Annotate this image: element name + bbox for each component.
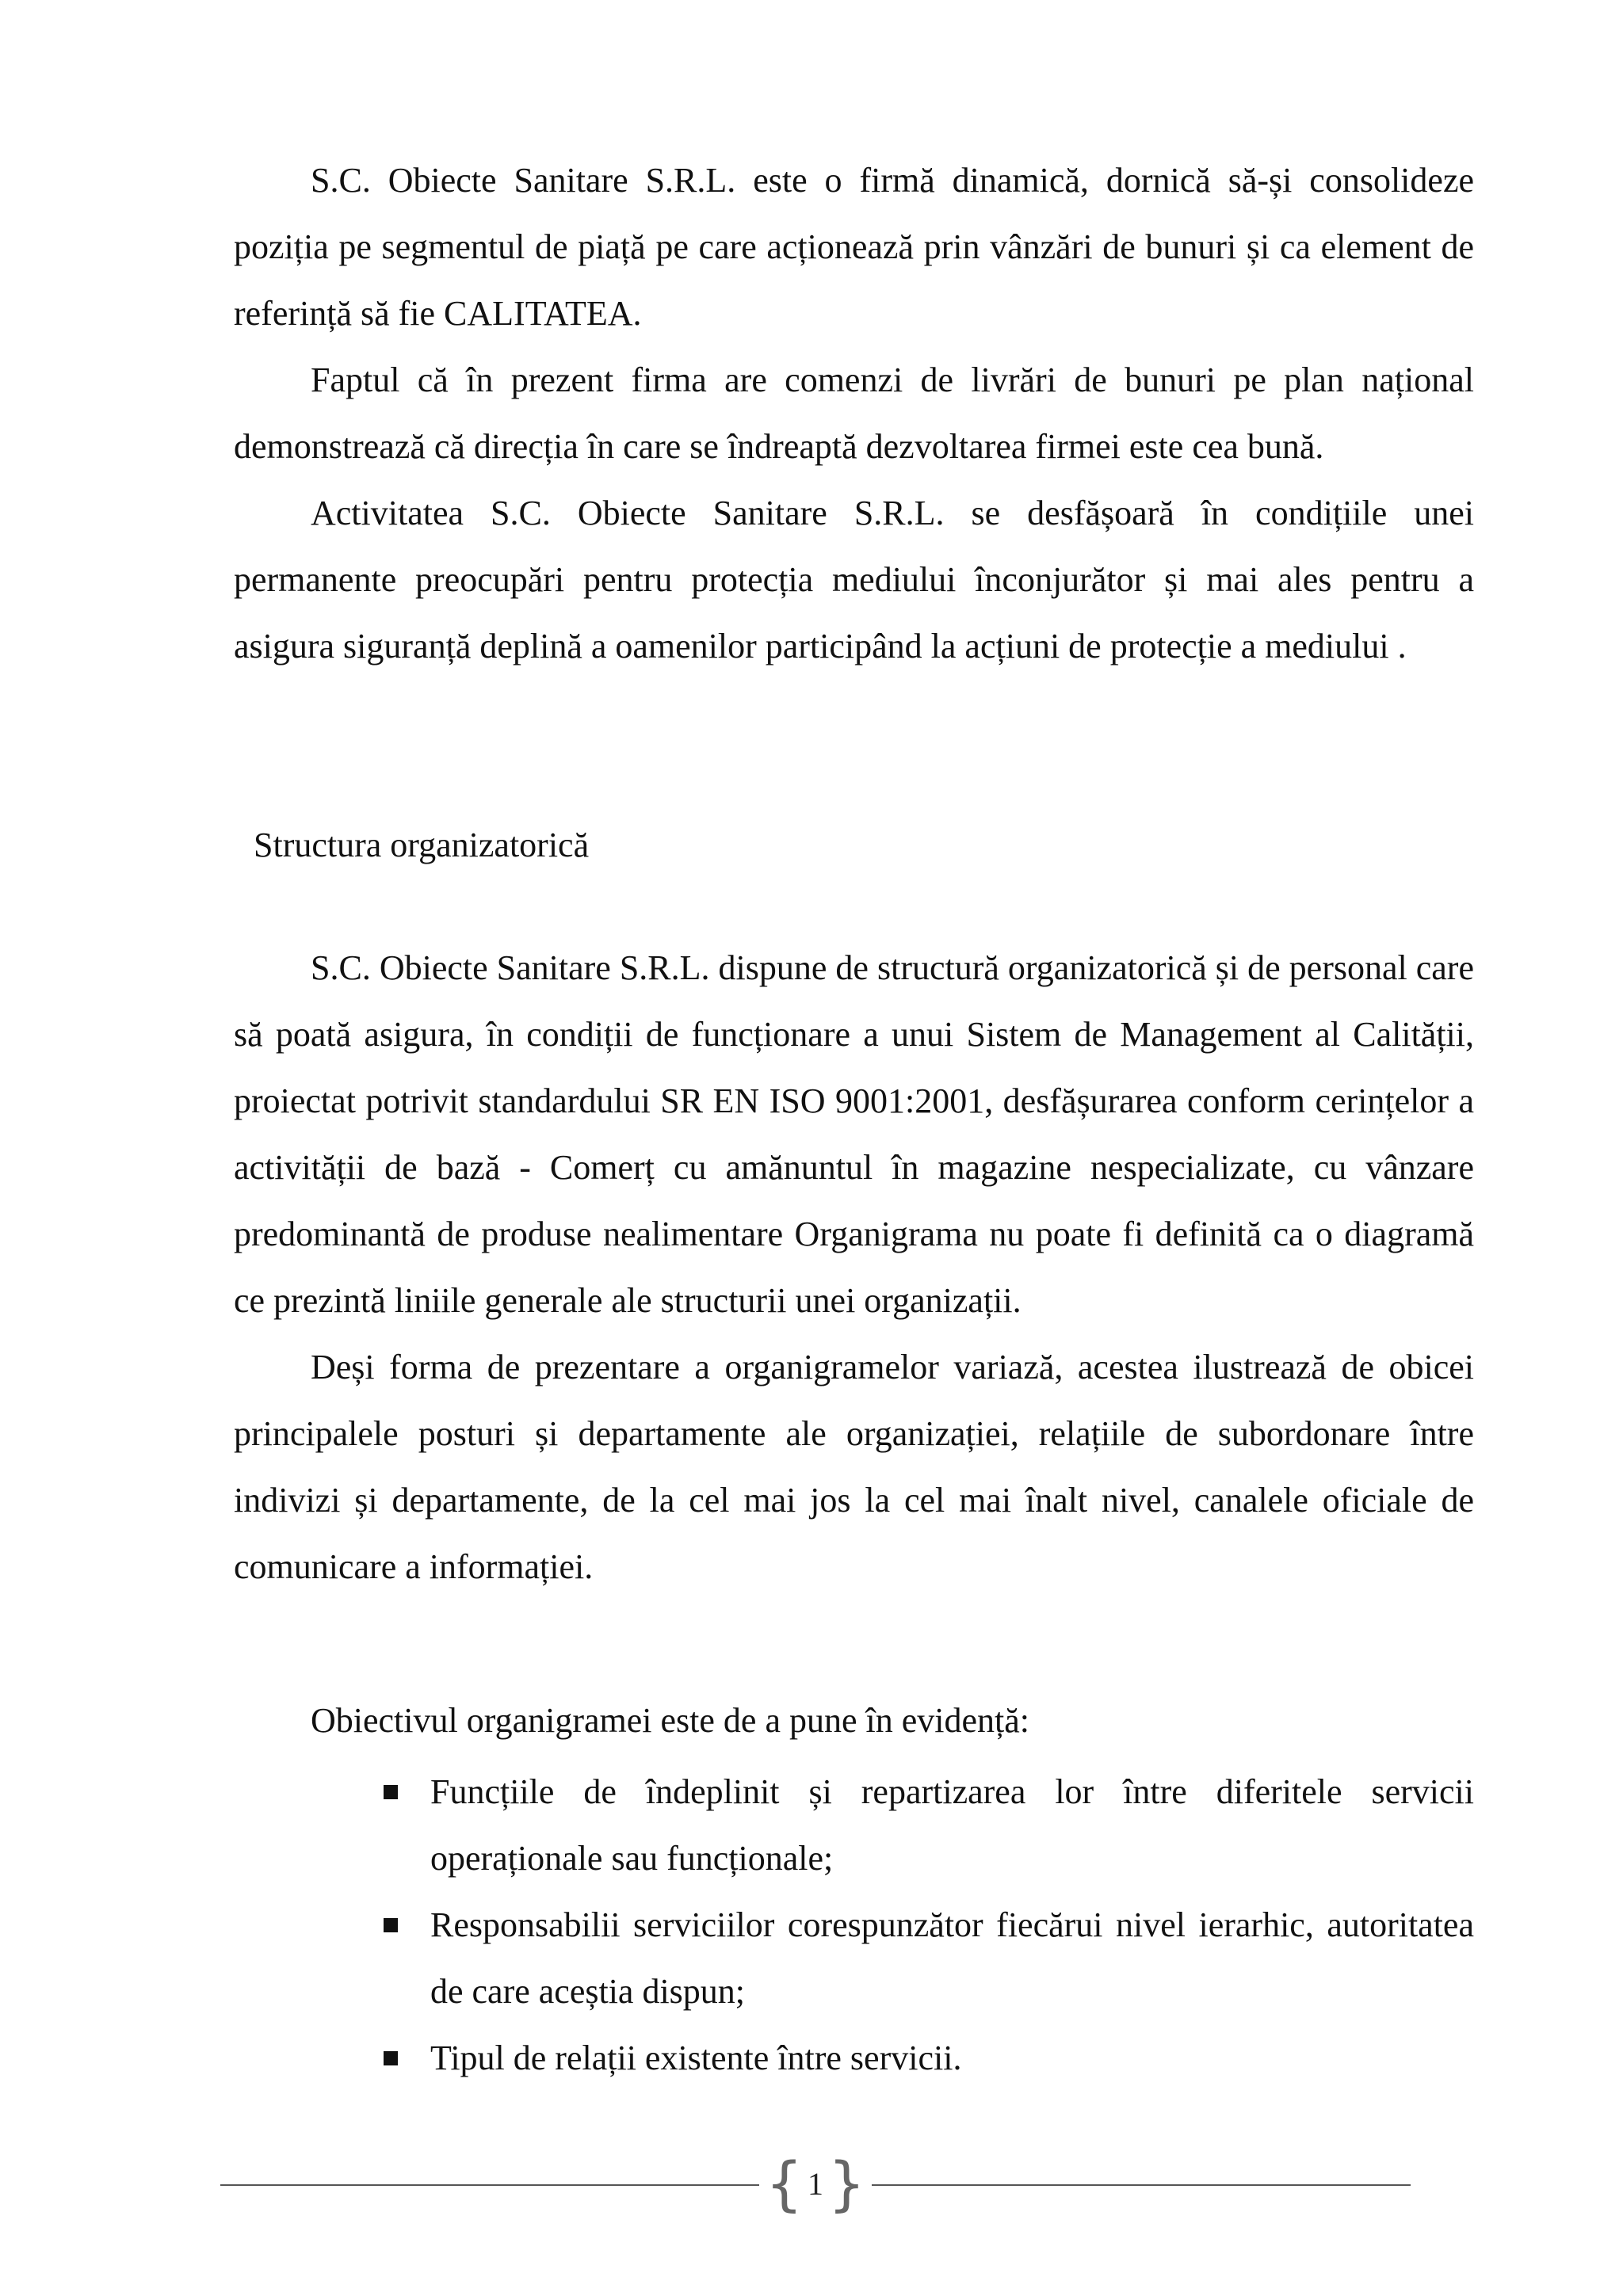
square-bullet-icon — [384, 1785, 398, 1799]
page-number: 1 — [808, 2166, 823, 2202]
paragraph-national-orders: Faptul că în prezent firma are comenzi de livrări de bunuri pe plan național demonstrează că direcția în care se îndreaptă dezvoltarea firmei este cea bună. — [234, 360, 1474, 466]
section-heading: Structura organizatorică — [254, 826, 590, 864]
paragraph-environment-protection: Activitatea S.C. Obiecte Sanitare S.R.L. se desfășoară în condițiile unei permanente preocupări pentru protecția mediului înconjurător și mai ales pentru a asigura siguranță deplină a oamenilor participând la acțiuni de protecție a mediului . — [234, 494, 1474, 666]
intro-section — [234, 147, 1474, 680]
objective-lead: Obiectivul organigramei este de a pune în evidență: — [311, 1701, 1029, 1740]
paragraph-company-description: S.C. Obiecte Sanitare S.R.L. este o firmă dinamică, dornică să-și consolideze poziția pe segmentul de piață pe care acționează prin vânzări de bunuri și ca element de referință să fie CALITATEA. — [234, 161, 1474, 333]
structure-section — [234, 935, 1474, 1600]
footer-divider-left — [220, 2184, 759, 2186]
list-item — [380, 1892, 1474, 2025]
page-footer — [220, 2150, 1411, 2218]
list-item — [380, 1759, 1474, 1892]
paragraph-organigram-forms: Deși forma de prezentare a organigramelor variază, acestea ilustrează de obicei principalele posturi și departamente ale organizației, relațiile de subordonare între indivizi și departamente, de la cel mai jos la cel mai înalt nivel, canalele oficiale de comunicare a informației. — [234, 1348, 1474, 1586]
list-item-text: Tipul de relații existente între servicii. — [430, 2039, 962, 2077]
right-brace-icon: } — [827, 2150, 865, 2218]
square-bullet-icon — [384, 1918, 398, 1932]
left-brace-icon: { — [766, 2150, 804, 2218]
page-number-box — [759, 2150, 872, 2218]
footer-divider-right — [872, 2184, 1411, 2186]
paragraph-organizational-structure: S.C. Obiecte Sanitare S.R.L. dispune de structură organizatorică și de personal care să poată asigura, în condiții de funcționare a unui Sistem de Management al Calității, proiectat potrivit standardului SR EN ISO 9001:2001, desfășurarea conform cerințelor a activității de bază - Comerț cu amănuntul în magazine nespecializate, cu vânzare predominantă de produse nealimentare Organigrama nu poate fi definită ca o diagramă ce prezintă liniile generale ale structurii unei organizații. — [234, 948, 1474, 1320]
list-item-text: Responsabilii serviciilor corespunzător fiecărui nivel ierarhic, autoritatea de care aceștia dispun; — [430, 1905, 1474, 2011]
square-bullet-icon — [384, 2051, 398, 2065]
objective-list — [380, 1759, 1474, 2092]
list-item — [380, 2025, 1474, 2092]
list-item-text: Funcțiile de îndeplinit și repartizarea lor între diferitele servicii operaționale sau funcționale; — [430, 1772, 1474, 1878]
